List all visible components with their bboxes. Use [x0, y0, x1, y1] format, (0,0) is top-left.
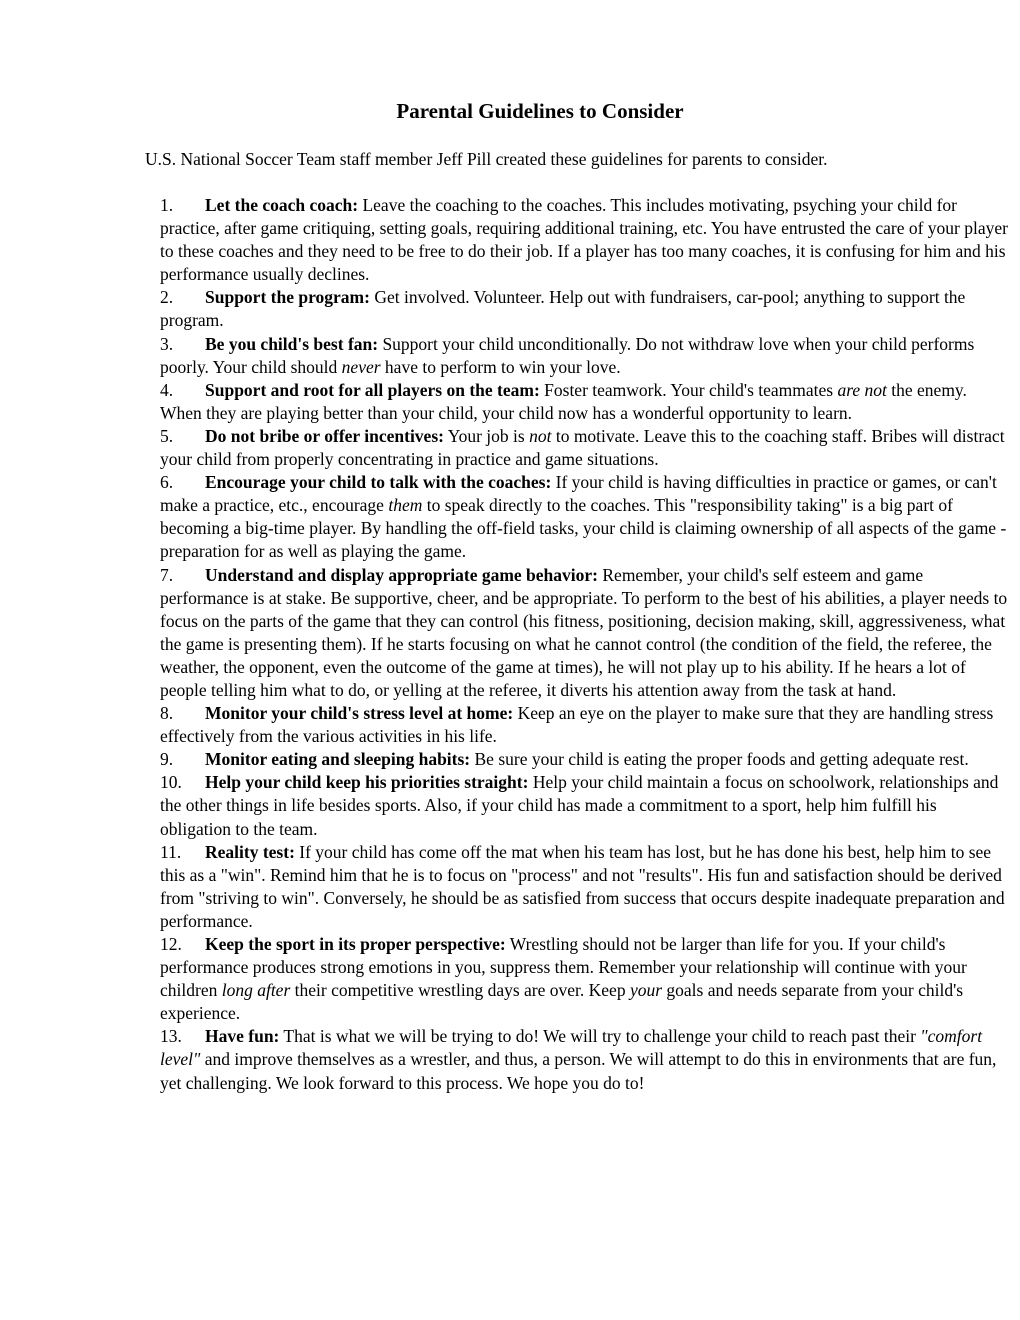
guideline-heading: Be you child's best fan: [205, 333, 379, 354]
guideline-number: 13. [160, 1026, 182, 1047]
guideline-text: to motivate. Leave this to the coaching staff. Bribes will distract your child from properly concentrating in practice and game situations. [160, 425, 1005, 470]
guideline-number: 6. [160, 472, 174, 493]
guideline-item [160, 286, 1010, 332]
guideline-item [160, 933, 1010, 1025]
guideline-item [160, 841, 1010, 933]
guideline-text: That is what we will be trying to do! We will try to challenge your child to reach past their [279, 1026, 921, 1047]
guideline-number: 7. [160, 564, 174, 585]
guideline-heading: Monitor eating and sleeping habits: [205, 749, 471, 770]
guideline-text: their competitive wrestling days are over. Keep [290, 980, 630, 1001]
guideline-number: 1. [160, 195, 174, 215]
guideline-heading: Monitor your child's stress level at home: [205, 703, 514, 724]
guideline-text: Get involved. Volunteer. Help out with fundraisers, car-pool; anything to support the program. [160, 287, 966, 331]
guideline-item [160, 471, 1010, 563]
guideline-heading: Encourage your child to talk with the coaches: [205, 472, 552, 493]
guideline-text: goals and needs separate from your child's experience. [160, 980, 964, 1024]
guideline-text: to speak directly to the coaches. This "responsibility taking" is a big part of becoming a big-time player. By handling the off-field tasks, your child is claiming ownership of all aspects of the game - preparation for as well as playing the game. [160, 495, 1007, 562]
guideline-text: If your child is having difficulties in practice or games, or can't make a practice, etc., encourage [160, 472, 997, 516]
guideline-heading: Do not bribe or offer incentives: [205, 425, 444, 446]
guideline-item [160, 748, 1010, 771]
guideline-number: 5. [160, 425, 174, 446]
guideline-text: have to perform to win your love. [380, 356, 621, 377]
guideline-number: 4. [160, 379, 174, 400]
guideline-number: 10. [160, 772, 182, 793]
guideline-item [160, 333, 1010, 379]
guideline-number: 8. [160, 703, 174, 724]
guideline-emphasis: long after [221, 980, 291, 1001]
guideline-heading: Reality test: [205, 841, 295, 862]
guideline-emphasis: are not [837, 379, 887, 400]
guidelines-list [160, 194, 1010, 1095]
guideline-text: Wrestling should not be larger than life for you. If your child's performance produces strong emotions in you, suppress them. Remember your relationship will continue with your children [160, 934, 967, 1001]
guideline-heading: Support and root for all players on the team: [205, 379, 540, 400]
guideline-item [160, 771, 1010, 840]
guideline-text: Leave the coaching to the coaches. This includes motivating, psyching your child for practice, after game critiquing, setting goals, requiring additional training, etc. You have entrusted the care of your player to these coaches and they need to be free to do their job. If a player has too many coaches, it is confusing for him and his performance usually declines. [160, 195, 1008, 285]
guideline-heading: Keep the sport in its proper perspective: [205, 934, 506, 954]
guideline-emphasis: them [388, 495, 423, 516]
guideline-emphasis: never [341, 356, 381, 377]
guideline-text: Foster teamwork. Your child's teammates [539, 379, 838, 400]
guideline-text: Support your child unconditionally. Do not withdraw love when your child performs poorly. Your child should [160, 333, 975, 377]
intro-paragraph: U.S. National Soccer Team staff member Jeff Pill created these guidelines for parents to consider. [145, 149, 828, 169]
guideline-item [160, 564, 1010, 703]
guideline-item [160, 425, 1010, 471]
guideline-number: 3. [160, 333, 174, 354]
guideline-emphasis: "comfort level" [160, 1026, 983, 1070]
guideline-item [160, 1025, 1010, 1094]
guideline-heading: Help your child keep his priorities straight: [205, 772, 529, 793]
guideline-emphasis: not [529, 425, 552, 446]
guideline-heading: Understand and display appropriate game behavior: [205, 564, 598, 585]
guideline-text: Your job is [443, 425, 530, 446]
guideline-heading: Support the program: [205, 287, 370, 308]
guideline-item [160, 194, 1010, 286]
guideline-number: 9. [160, 749, 174, 770]
guideline-number: 2. [160, 287, 174, 308]
guideline-heading: Let the coach coach: [205, 195, 359, 215]
guideline-number: 12. [160, 934, 182, 954]
guideline-number: 11. [160, 841, 182, 862]
guideline-item [160, 379, 1010, 425]
guideline-text: Help your child maintain a focus on schoolwork, relationships and the other things in life besides sports. Also, if your child has made a commitment to a sport, help him fulfill his obligation to the team. [160, 772, 999, 839]
guideline-heading: Have fun: [205, 1026, 280, 1047]
page-title: Parental Guidelines to Consider [396, 99, 684, 123]
guideline-text: If your child has come off the mat when his team has lost, but he has done his best, help him to see this as a "win". Remind him that he is to focus on "process" and not "results". His fun and satisfaction should be derived from "striving to win". Conversely, he should be as satisfied from success that occurs despite inadequate preparation and performance. [160, 841, 1005, 931]
guideline-text: Be sure your child is eating the proper foods and getting adequate rest. [470, 749, 969, 770]
guideline-emphasis: your [629, 980, 663, 1001]
guideline-text: the enemy. When they are playing better than your child, your child now has a wonderful opportunity to learn. [160, 379, 967, 423]
guideline-text: and improve themselves as a wrestler, and thus, a person. We will attempt to do this in environments that are fun, yet challenging. We look forward to this process. We hope you do to! [160, 1049, 997, 1093]
guideline-item [160, 702, 1010, 748]
guideline-text: Remember, your child's self esteem and game performance is at stake. Be supportive, cheer, and be appropriate. To perform to the best of his abilities, a player needs to focus on the parts of the game that they can control (his fitness, positioning, decision making, skill, aggressiveness, what the game is presenting them). If he starts focusing on what he cannot control (the condition of the field, the referee, the weather, the opponent, even the outcome of the game at times), he will not play up to his ability. If he hears a lot of people telling him what to do, or yelling at the referee, it diverts his attention away from the task at hand. [160, 564, 1008, 700]
guideline-text: Keep an eye on the player to make sure that they are handling stress effectively from the various activities in his life. [160, 703, 994, 747]
